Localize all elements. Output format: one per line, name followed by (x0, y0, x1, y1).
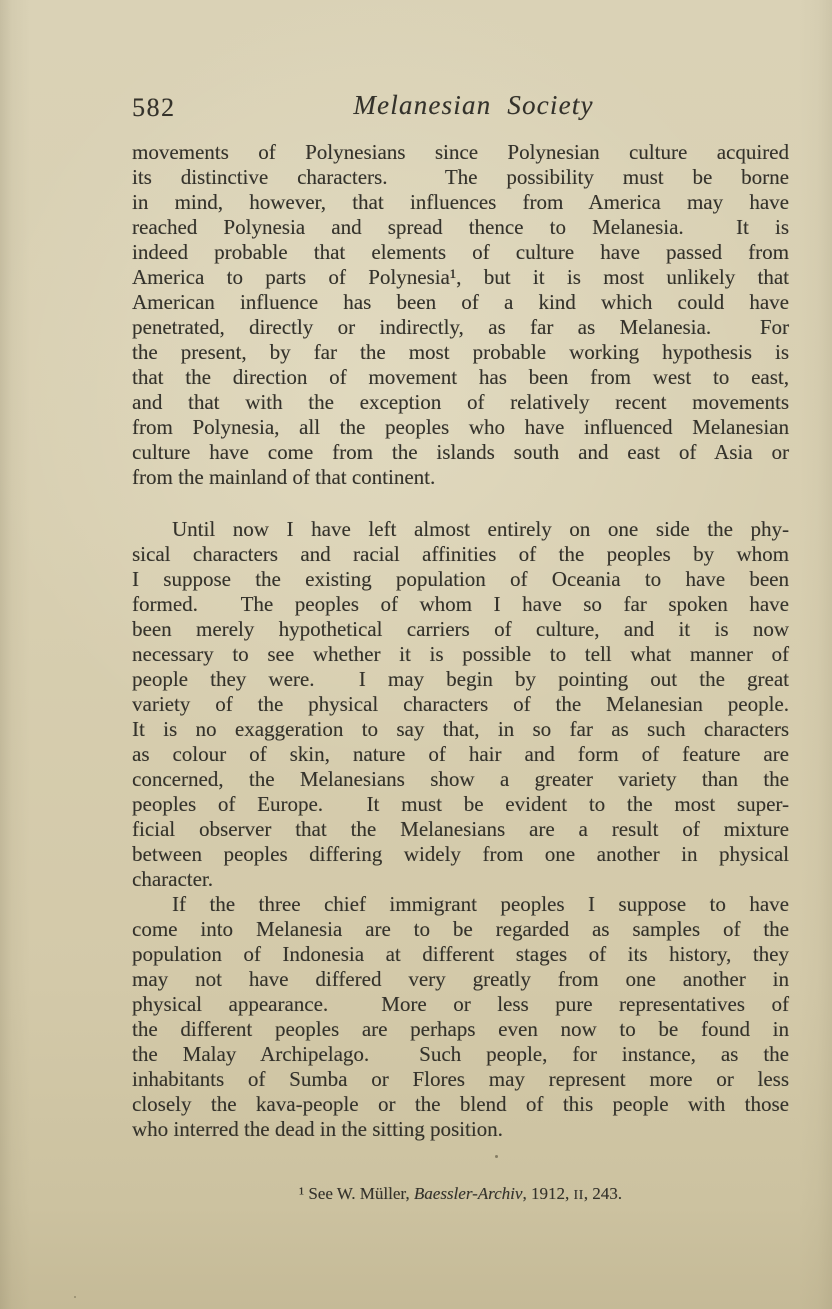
text-line: character. (132, 867, 214, 891)
text-line: ficial observer that the Melanesians are a result of mixture (132, 817, 789, 841)
paragraph (132, 140, 789, 490)
text-line: the present, by far the most probable working hypothesis is (132, 340, 789, 364)
page-number: 582 (132, 93, 176, 122)
footnote-text (299, 1184, 622, 1203)
text-line: If the three chief immigrant peoples I suppose to have (172, 892, 789, 916)
paragraph (132, 517, 789, 892)
body-text (132, 140, 789, 1142)
ink-speck (74, 1296, 76, 1298)
text-line: variety of the physical characters of the Melanesian people. (132, 692, 789, 716)
footnote-part: , 243. (583, 1184, 623, 1203)
text-line: penetrated, directly or indirectly, as far as Melanesia. For (132, 315, 789, 339)
text-line: formed. The peoples of whom I have so far spoken have (132, 592, 789, 616)
paragraph (132, 892, 789, 1142)
text-line: the different peoples are perhaps even now to be found in (132, 1017, 789, 1041)
text-line: in mind, however, that influences from America may have (132, 190, 789, 214)
text-line: between peoples differing widely from one another in physical (132, 842, 789, 866)
running-title: Melanesian Society (353, 90, 594, 120)
text-line: population of Indonesia at different stages of its history, they (132, 942, 789, 966)
footnote-part: II (573, 1188, 584, 1203)
text-line: peoples of Europe. It must be evident to the most super- (132, 792, 789, 816)
text-line: America to parts of Polynesia¹, but it is most unlikely that (132, 265, 789, 289)
footnote (132, 1183, 789, 1206)
text-line: that the direction of movement has been from west to east, (132, 365, 789, 389)
text-line: and that with the exception of relatively recent movements (132, 390, 789, 414)
text-line: It is no exaggeration to say that, in so far as such characters (132, 717, 789, 741)
text-line: may not have differed very greatly from one another in (132, 967, 789, 991)
footnote-part: ¹ See W. Müller, (298, 1184, 414, 1203)
footnote-part: Baessler-Archiv (413, 1184, 523, 1203)
text-line: American influence has been of a kind which could have (132, 290, 789, 314)
ink-speck (495, 1155, 498, 1158)
text-line: necessary to see whether it is possible to tell what manner of (132, 642, 789, 666)
text-line: its distinctive characters. The possibility must be borne (132, 165, 789, 189)
text-line: as colour of skin, nature of hair and form of feature are (132, 742, 789, 766)
text-line: concerned, the Melanesians show a greater variety than the (132, 767, 789, 791)
text-line: movements of Polynesians since Polynesian culture acquired (132, 140, 789, 164)
text-line: who interred the dead in the sitting position. (132, 1117, 503, 1141)
text-line: been merely hypothetical carriers of culture, and it is now (132, 617, 789, 641)
text-line: closely the kava-people or the blend of this people with those (132, 1092, 789, 1116)
text-line: the Malay Archipelago. Such people, for instance, as the (132, 1042, 789, 1066)
text-line: culture have come from the islands south and east of Asia or (132, 440, 789, 464)
text-line: come into Melanesia are to be regarded as samples of the (132, 917, 789, 941)
text-line: indeed probable that elements of culture have passed from (132, 240, 789, 264)
page-header (132, 90, 789, 126)
text-line: from Polynesia, all the peoples who have influenced Melanesian (132, 415, 789, 439)
text-line: I suppose the existing population of Oceania to have been (132, 567, 789, 591)
text-line: Until now I have left almost entirely on one side the phy- (172, 517, 789, 541)
text-line: physical appearance. More or less pure representatives of (132, 992, 789, 1016)
text-line: sical characters and racial affinities of the peoples by whom (132, 542, 789, 566)
text-line: from the mainland of that continent. (132, 465, 436, 489)
footnote-part: , 1912, (522, 1184, 574, 1203)
text-line: reached Polynesia and spread thence to Melanesia. It is (132, 215, 789, 239)
text-line: people they were. I may begin by pointing out the great (132, 667, 789, 691)
text-line: inhabitants of Sumba or Flores may represent more or less (132, 1067, 789, 1091)
